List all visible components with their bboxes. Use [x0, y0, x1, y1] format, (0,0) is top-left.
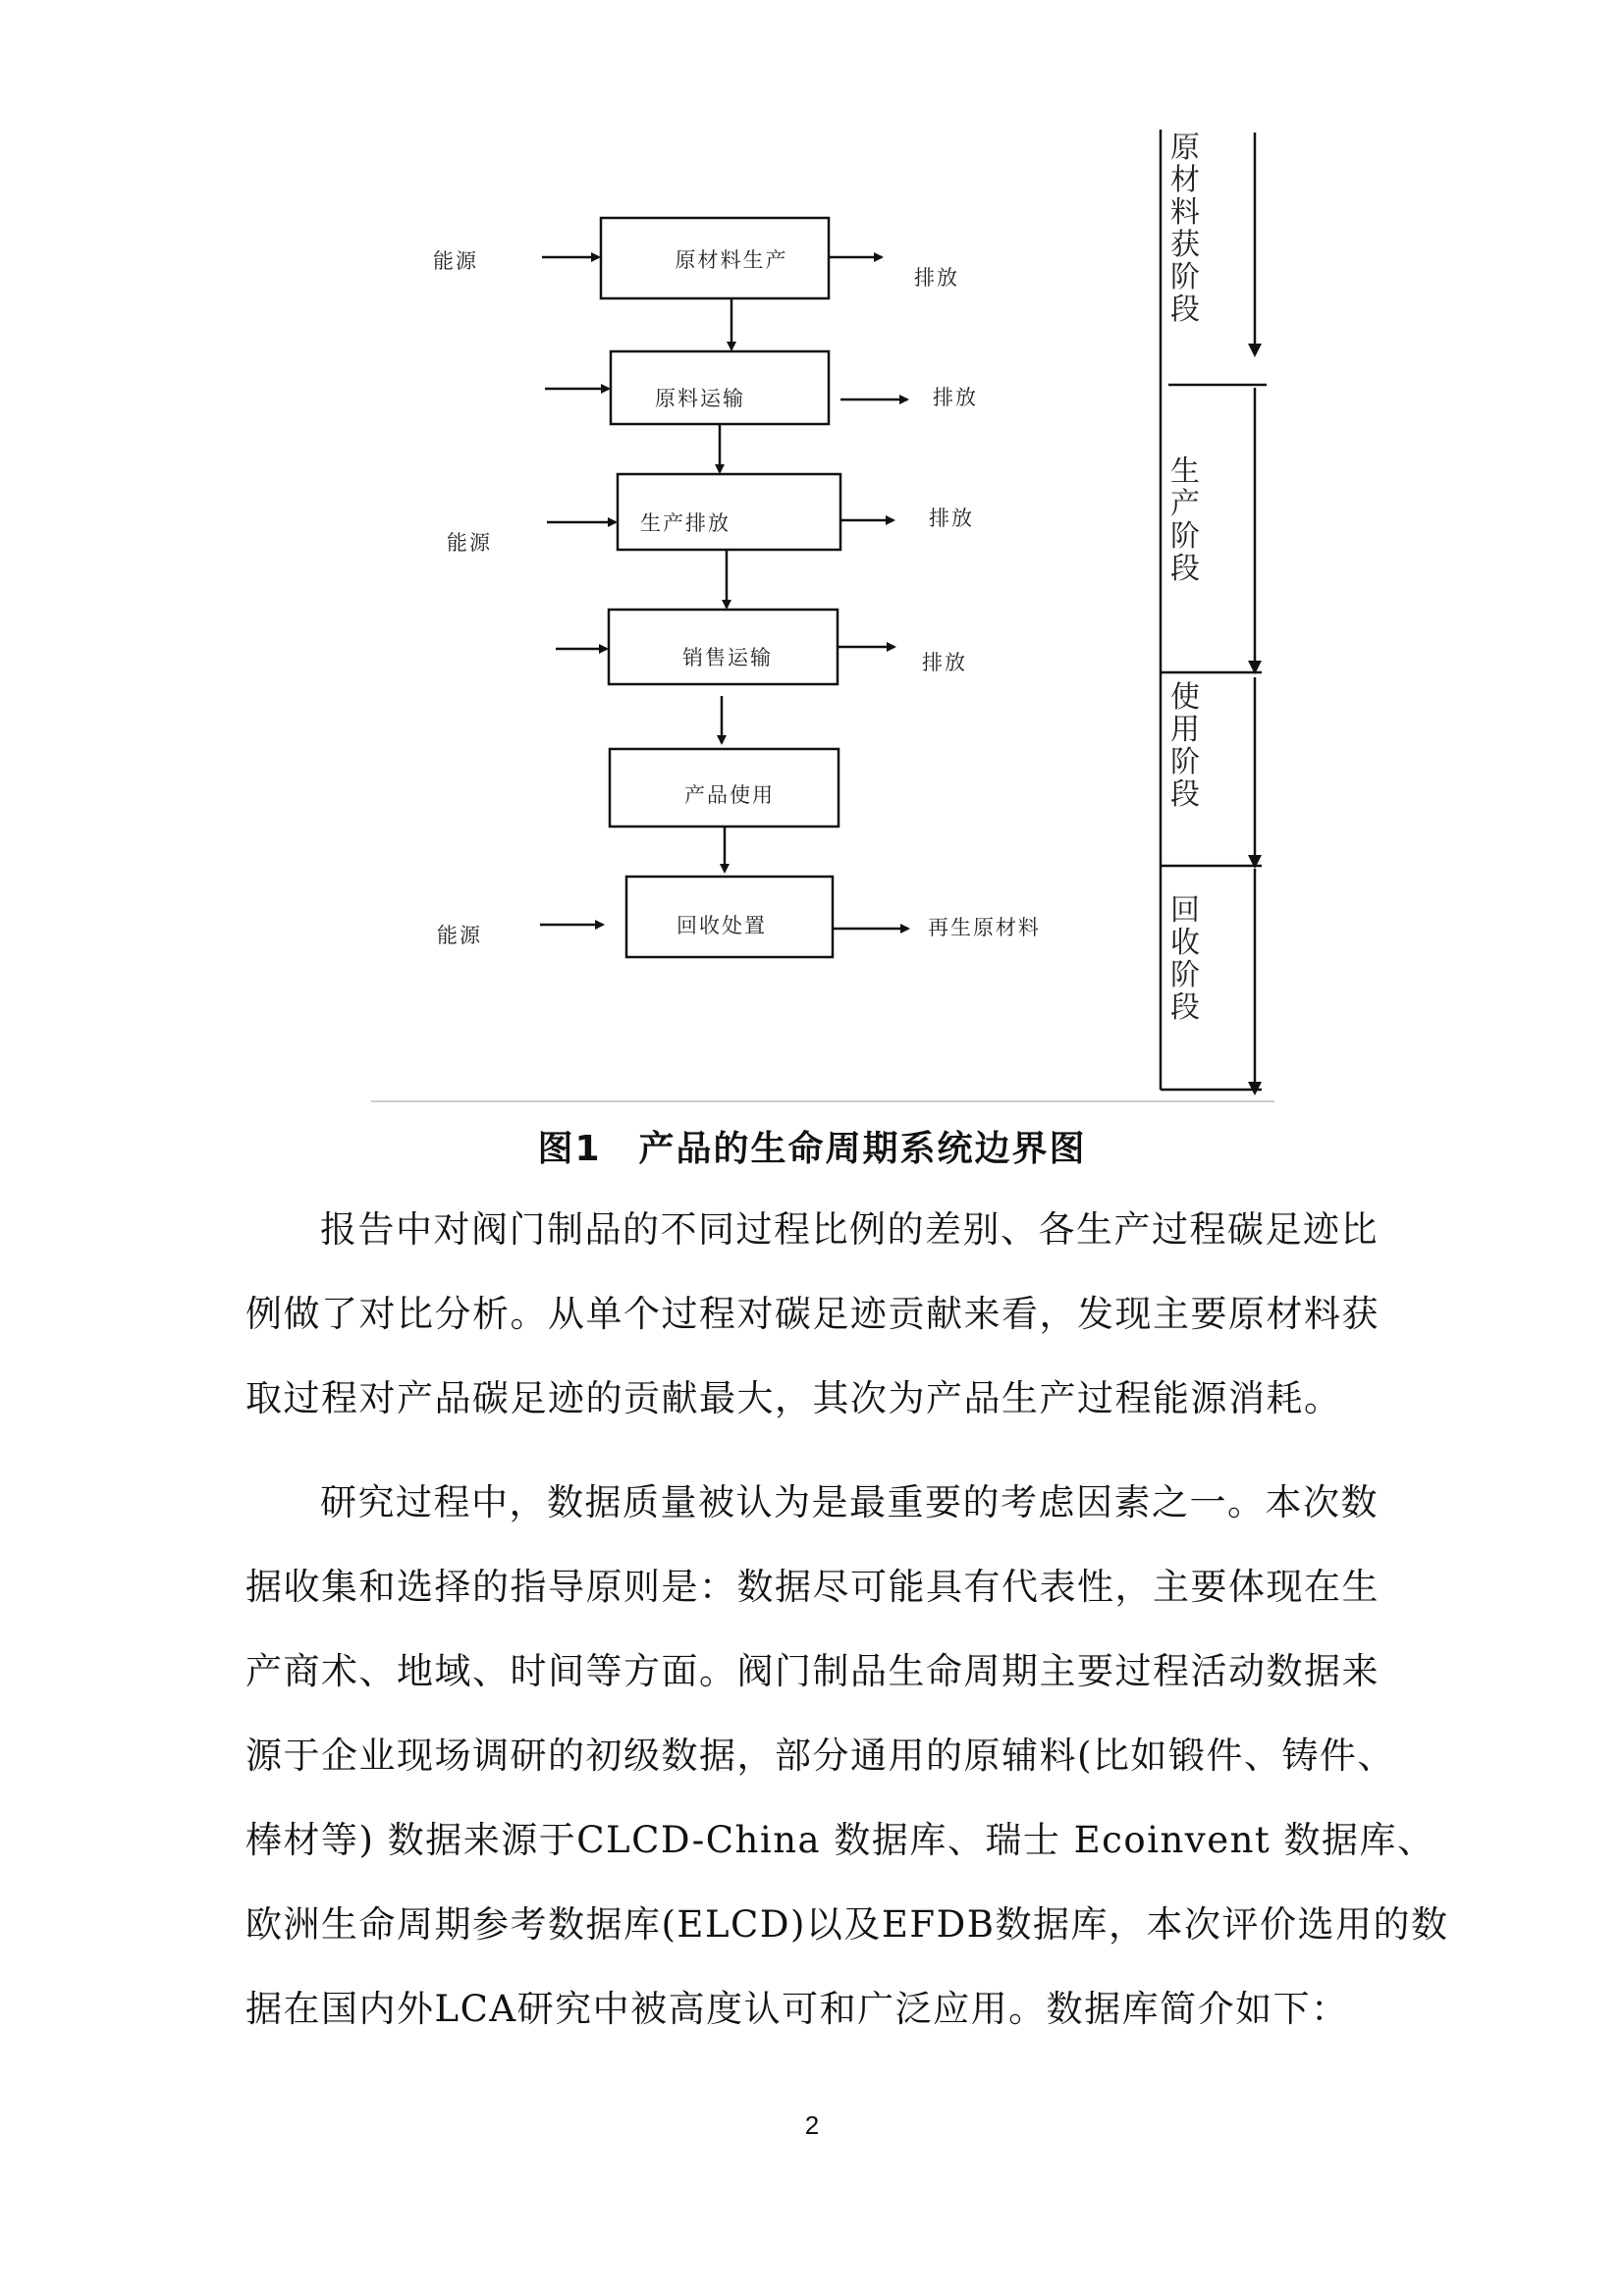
paragraph-line: 据收集和选择的指导原则是：数据尽可能具有代表性，主要体现在生 — [245, 1566, 1380, 1608]
process-label: 产品使用 — [684, 783, 775, 807]
energy-input-label: 能源 — [437, 924, 482, 947]
paragraph-line: 产商术、地域、时间等方面。阀门制品生命周期主要过程活动数据来 — [245, 1650, 1380, 1692]
paragraph-line: 报告中对阀门制品的不同过程比例的差别、各生产过程碳足迹比 — [320, 1208, 1379, 1251]
stage-label: 原材料获阶段 — [1170, 131, 1200, 327]
recycled-material-output-label: 再生原材料 — [928, 916, 1041, 939]
paragraph-carbon-footprint-analysis — [245, 1188, 1384, 1441]
process-box-sales-transport — [609, 610, 838, 684]
paragraph-data-quality — [245, 1461, 1449, 2052]
energy-input-label: 能源 — [433, 249, 478, 273]
process-label: 原材料生产 — [675, 248, 788, 272]
stage-labels — [1170, 131, 1200, 1025]
emission-output-label: 排放 — [933, 386, 978, 409]
paragraph-line: 据在国内外LCA研究中被高度认可和广泛应用。数据库简介如下： — [245, 1988, 1349, 2030]
process-label: 销售运输 — [682, 646, 773, 669]
paragraph-line: 研究过程中，数据质量被认为是最重要的考虑因素之一。本次数 — [320, 1481, 1379, 1523]
page-number: 2 — [804, 2110, 820, 2140]
process-label: 原料运输 — [655, 387, 745, 410]
process-box-raw-material-transport — [611, 351, 829, 424]
paragraph-line: 欧洲生命周期参考数据库(ELCD)以及EFDB数据库，本次评价选用的数 — [245, 1903, 1449, 1946]
figure-caption: 图1 产品的生命周期系统边界图 — [537, 1129, 1087, 1169]
paragraph-line: 源于企业现场调研的初级数据，部分通用的原辅料(比如锻件、铸件、 — [245, 1735, 1395, 1777]
process-box-raw-material-production — [601, 218, 829, 298]
paragraph-line: 例做了对比分析。从单个过程对碳足迹贡献来看，发现主要原材料获 — [245, 1293, 1380, 1335]
process-label: 回收处置 — [677, 914, 767, 937]
process-box-product-use — [610, 749, 839, 827]
process-box-production-emission — [618, 474, 840, 550]
paragraph-line: 取过程对产品碳足迹的贡献最大，其次为产品生产过程能源消耗。 — [245, 1377, 1342, 1419]
input-arrows — [540, 257, 616, 925]
lifecycle-boundary-diagram — [0, 0, 1624, 1119]
output-arrows — [829, 257, 908, 929]
emission-output-label: 排放 — [914, 266, 959, 290]
paragraph-line: 棒材等) 数据来源于CLCD-China 数据库、瑞士 Ecoinvent 数据库、 — [245, 1819, 1435, 1861]
stage-label: 回收阶段 — [1170, 893, 1200, 1025]
stage-label: 生产阶段 — [1170, 454, 1200, 586]
emission-output-label: 排放 — [929, 507, 974, 530]
energy-input-label: 能源 — [447, 531, 492, 555]
process-label: 生产排放 — [640, 511, 731, 535]
emission-output-label: 排放 — [922, 651, 967, 674]
process-box-recycling-disposal — [626, 877, 833, 957]
stage-label: 使用阶段 — [1170, 680, 1200, 812]
